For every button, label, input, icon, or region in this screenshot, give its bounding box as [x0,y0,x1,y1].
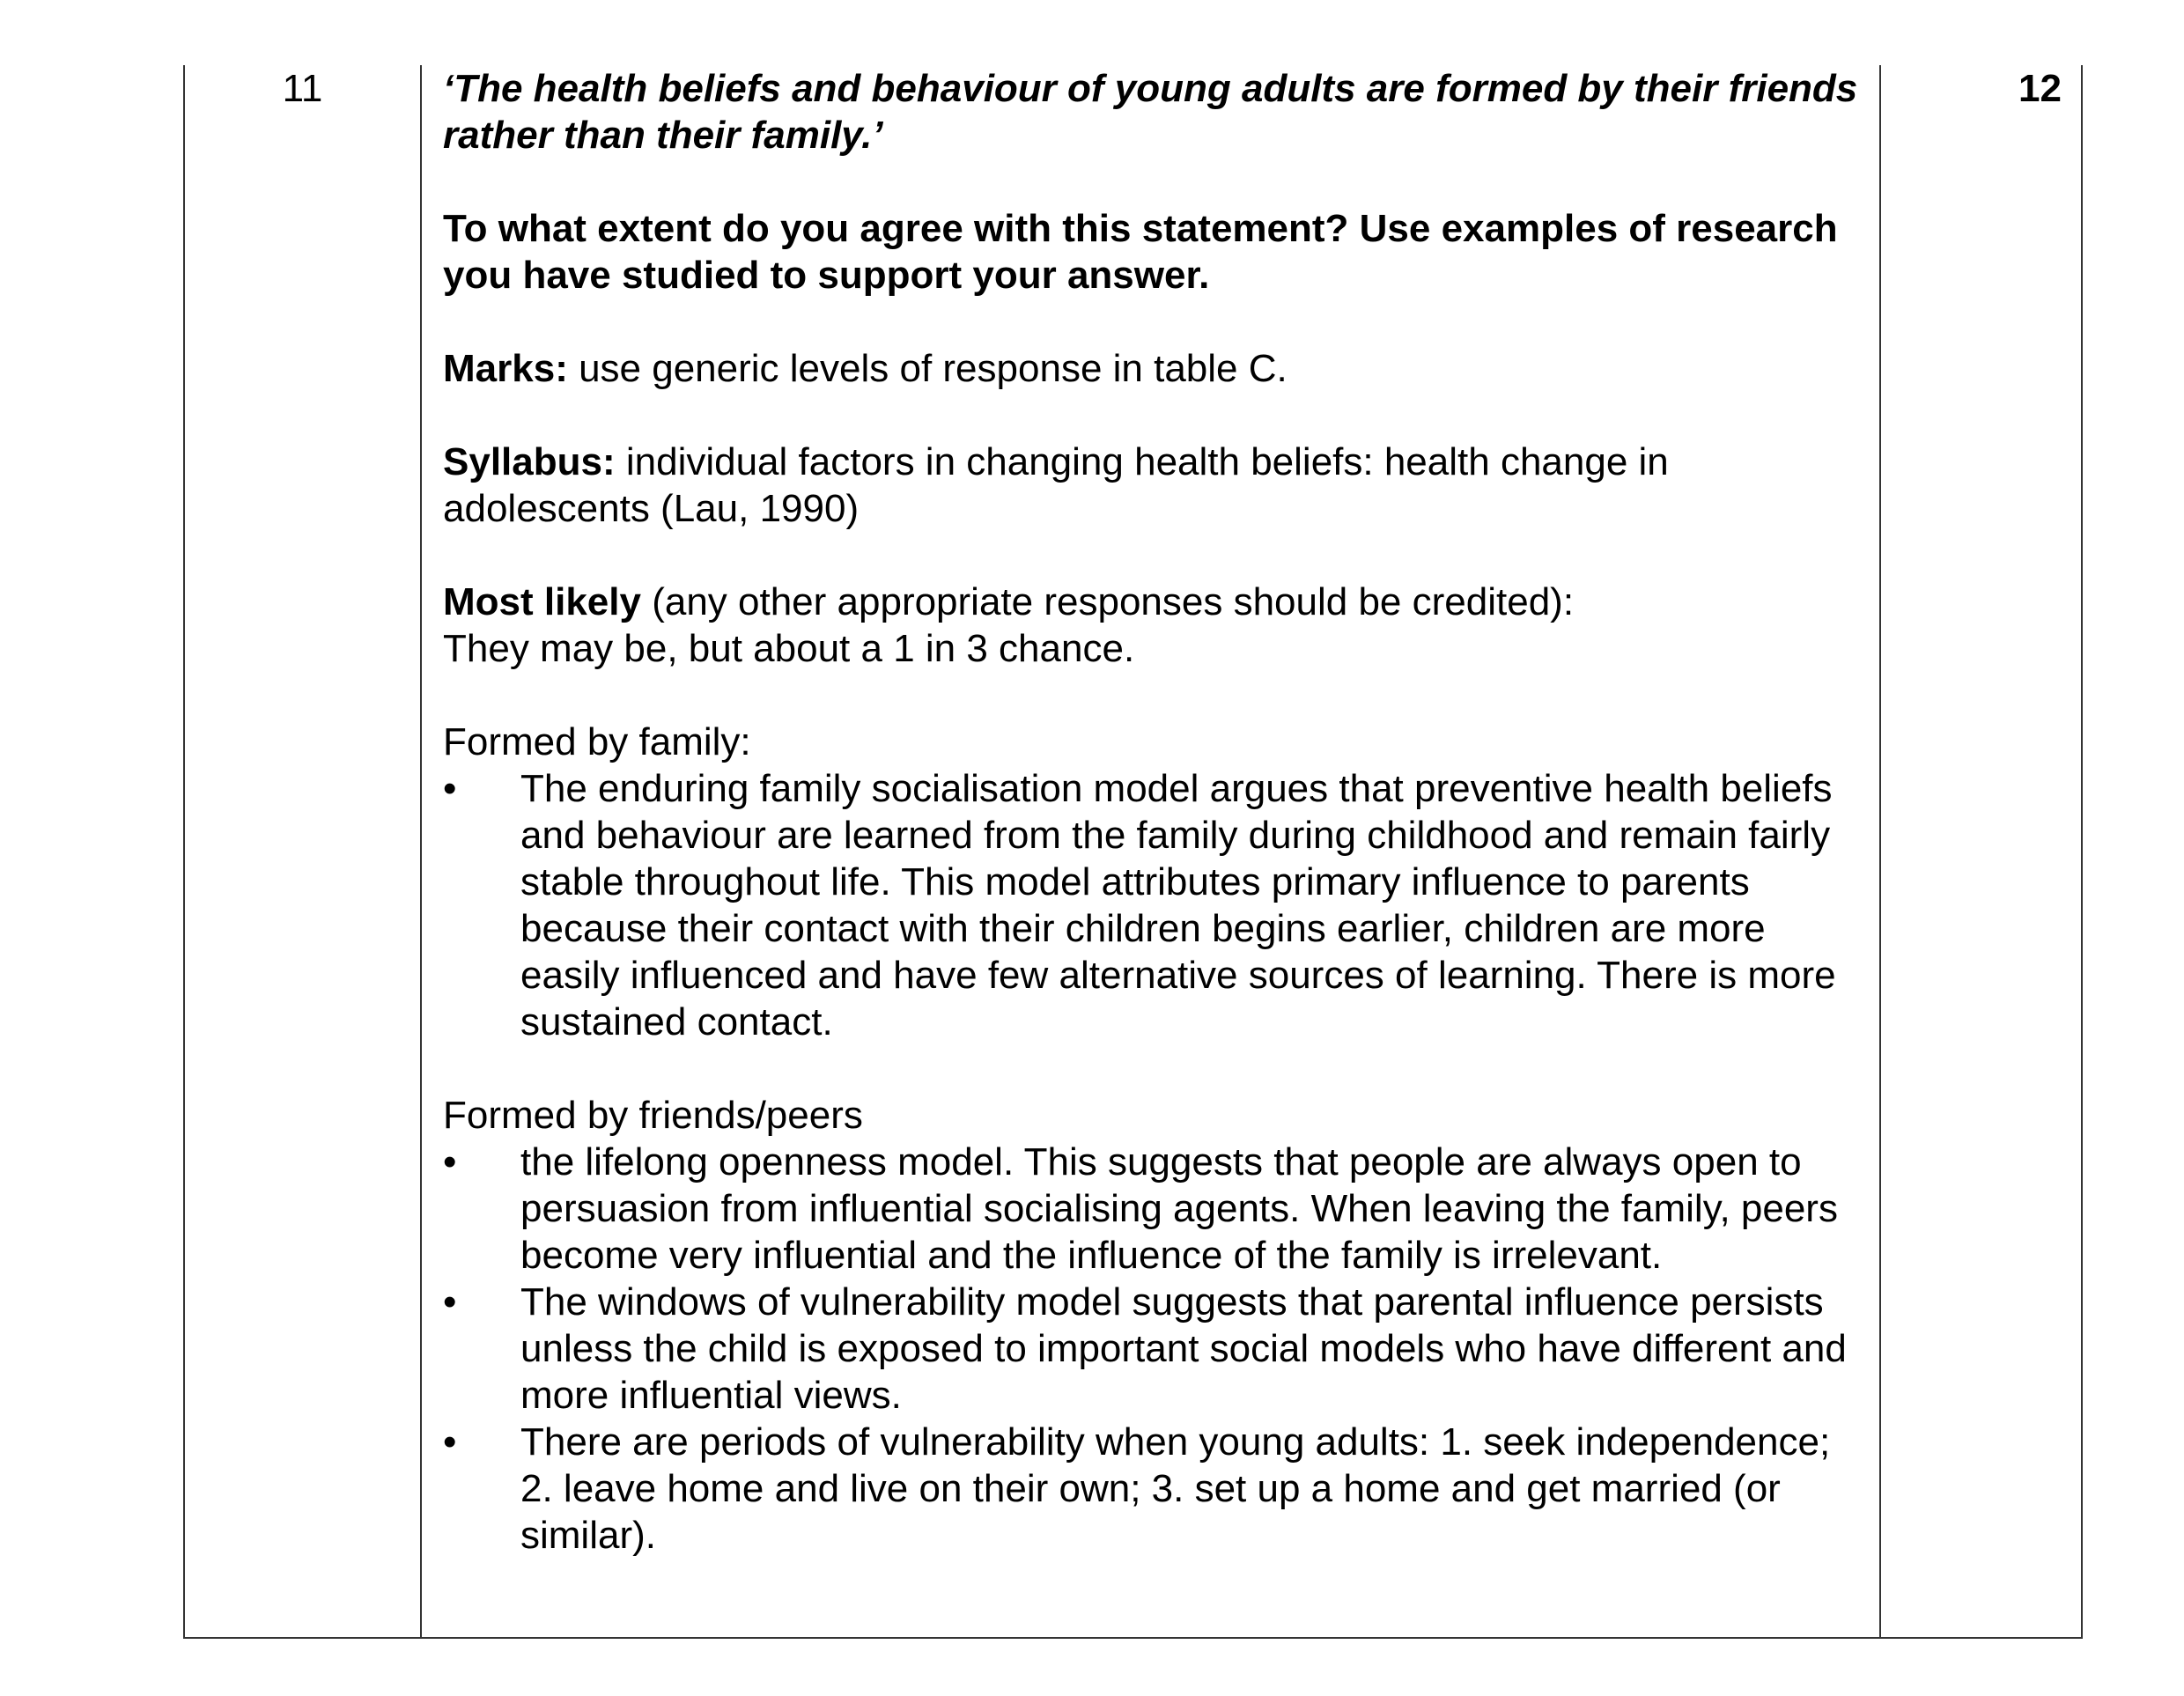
question-number: 11 [282,67,323,110]
list-item [443,1419,1858,1559]
list-item [443,765,1858,1045]
list-item [443,1279,1858,1419]
syllabus-text: individual factors in changing health beliefs: health change in adolescents (Lau, 1990) [443,440,1669,530]
family-heading: Formed by family: [443,720,751,763]
prompt-quote: ‘The health beliefs and behaviour of young adults are formed by their friends rather than their family.’ [443,67,1858,157]
syllabus-label: Syllabus: [443,440,616,483]
syllabus-line [443,439,1858,532]
friends-heading: Formed by friends/peers [443,1094,863,1137]
marks-text: use generic levels of response in table C. [567,347,1288,390]
list-item [443,1139,1858,1279]
list-item-text: The enduring family socialisation model argues that preventive health beliefs and behaviour are learned from the family during childhood and remain fairly stable throughout life. This model attributes primary influence to parents because their contact with their children begins earlier, children are more easily influenced and have few alternative sources of learning. There is more sustained contact. [520,767,1836,1043]
friends-bullet-list [443,1139,1858,1559]
mark-scheme-table [183,65,2083,1639]
marks-total: 12 [2018,67,2062,110]
most-likely-line [443,579,1858,625]
list-item-text: The windows of vulnerability model suggests that parental influence persists unless the child is exposed to important social models who have different and more influential views. [520,1280,1847,1417]
marks-cell [1880,65,2082,1638]
answer-guidance-cell [421,65,1880,1638]
most-likely-text: (any other appropriate responses should be credited): [640,580,1575,623]
most-likely-answer: They may be, but about a 1 in 3 chance. [443,627,1135,670]
list-item-text: There are periods of vulnerability when young adults: 1. seek independence; 2. leave home and live on their own; 3. set up a home and get married (or similar). [520,1420,1831,1557]
list-item-text: the lifelong openness model. This suggests that people are always open to persuasion from influential socialising agents. When leaving the family, peers become very influential and the influence of the family is irrelevant. [520,1140,1838,1277]
marks-label: Marks: [443,347,568,390]
most-likely-label: Most likely [443,580,641,623]
marks-line [443,345,1858,392]
question-number-cell [184,65,421,1638]
bullet-icon: • [443,767,457,810]
bullet-icon: • [443,1140,457,1184]
family-bullet-list [443,765,1858,1045]
task-instruction: To what extent do you agree with this statement? Use examples of research you have studied to support your answer. [443,207,1838,297]
table-row [184,65,2082,1638]
bullet-icon: • [443,1420,457,1464]
bullet-icon: • [443,1280,457,1324]
